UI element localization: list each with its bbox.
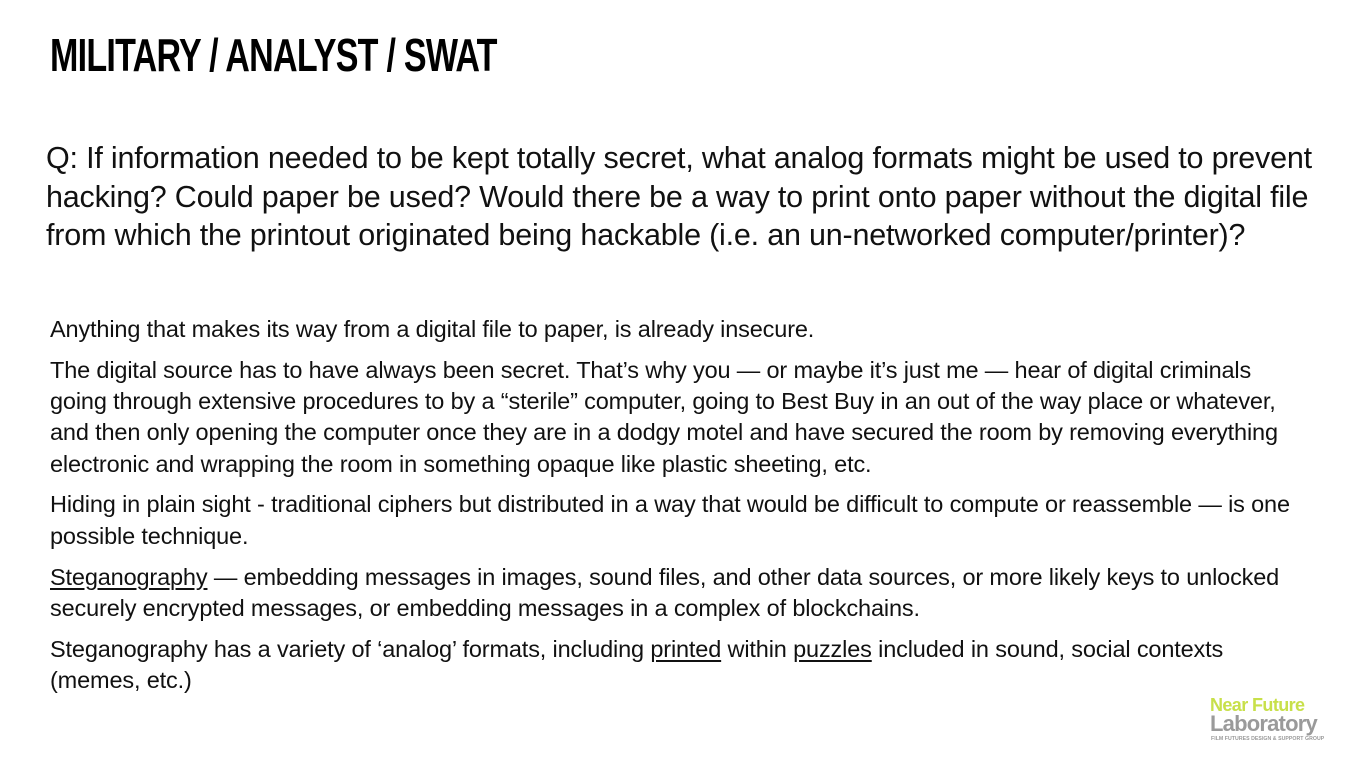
steganography-link[interactable]: Steganography [50, 563, 208, 590]
logo-tagline: FILM FUTURES DESIGN & SUPPORT GROUP [1211, 736, 1325, 742]
answer-paragraph-steganography [50, 562, 1312, 625]
printed-link[interactable]: printed [650, 635, 722, 662]
steganography-description: — embedding messages in images, sound files, and other data sources, or more likely keys to unlocked securely encrypted messages, or embedding messages in a complex of blockchains. [50, 563, 1280, 621]
analog-formats-text-1: Steganography has a variety of ‘analog’ formats, including [50, 635, 651, 662]
answer-paragraph-2: The digital source has to have always been secret. That’s why you — or maybe it’s just me — hear of digital criminals going through extensive procedures to by a “sterile” computer, going to Best Buy in an out of the way place or whatever, and then only opening the computer once they are in a dodgy motel and have secured the room by removing everything electronic and wrapping the room in something opaque like plastic sheeting, etc. [50, 356, 1278, 477]
answer-paragraph-3: Hiding in plain sight - traditional ciphers but distributed in a way that would be difficult to compute or reassemble — is one possible technique. [50, 491, 1290, 549]
answer-list [50, 314, 1312, 706]
slide-title: MILITARY / ANALYST / SWAT [50, 29, 497, 81]
near-future-laboratory-logo [1210, 695, 1340, 747]
question-text: Q: If information needed to be kept totally secret, what analog formats might be used to prevent hacking? Could paper be used? Would there be a way to print onto paper without the digital file from which the printout originated being hackable (i.e. an un-networked computer/printer)? [46, 141, 1312, 253]
logo-line-near-future: Near Future [1210, 695, 1305, 715]
puzzles-link[interactable]: puzzles [793, 635, 872, 662]
analog-formats-text-3: included in sound, social contexts (memes, etc.) [50, 635, 1224, 693]
logo-line-laboratory: Laboratory [1210, 711, 1317, 736]
answer-paragraph-1: Anything that makes its way from a digital file to paper, is already insecure. [50, 316, 815, 342]
answer-paragraph-analog-formats [50, 634, 1312, 697]
analog-formats-text-2: within [721, 635, 794, 662]
